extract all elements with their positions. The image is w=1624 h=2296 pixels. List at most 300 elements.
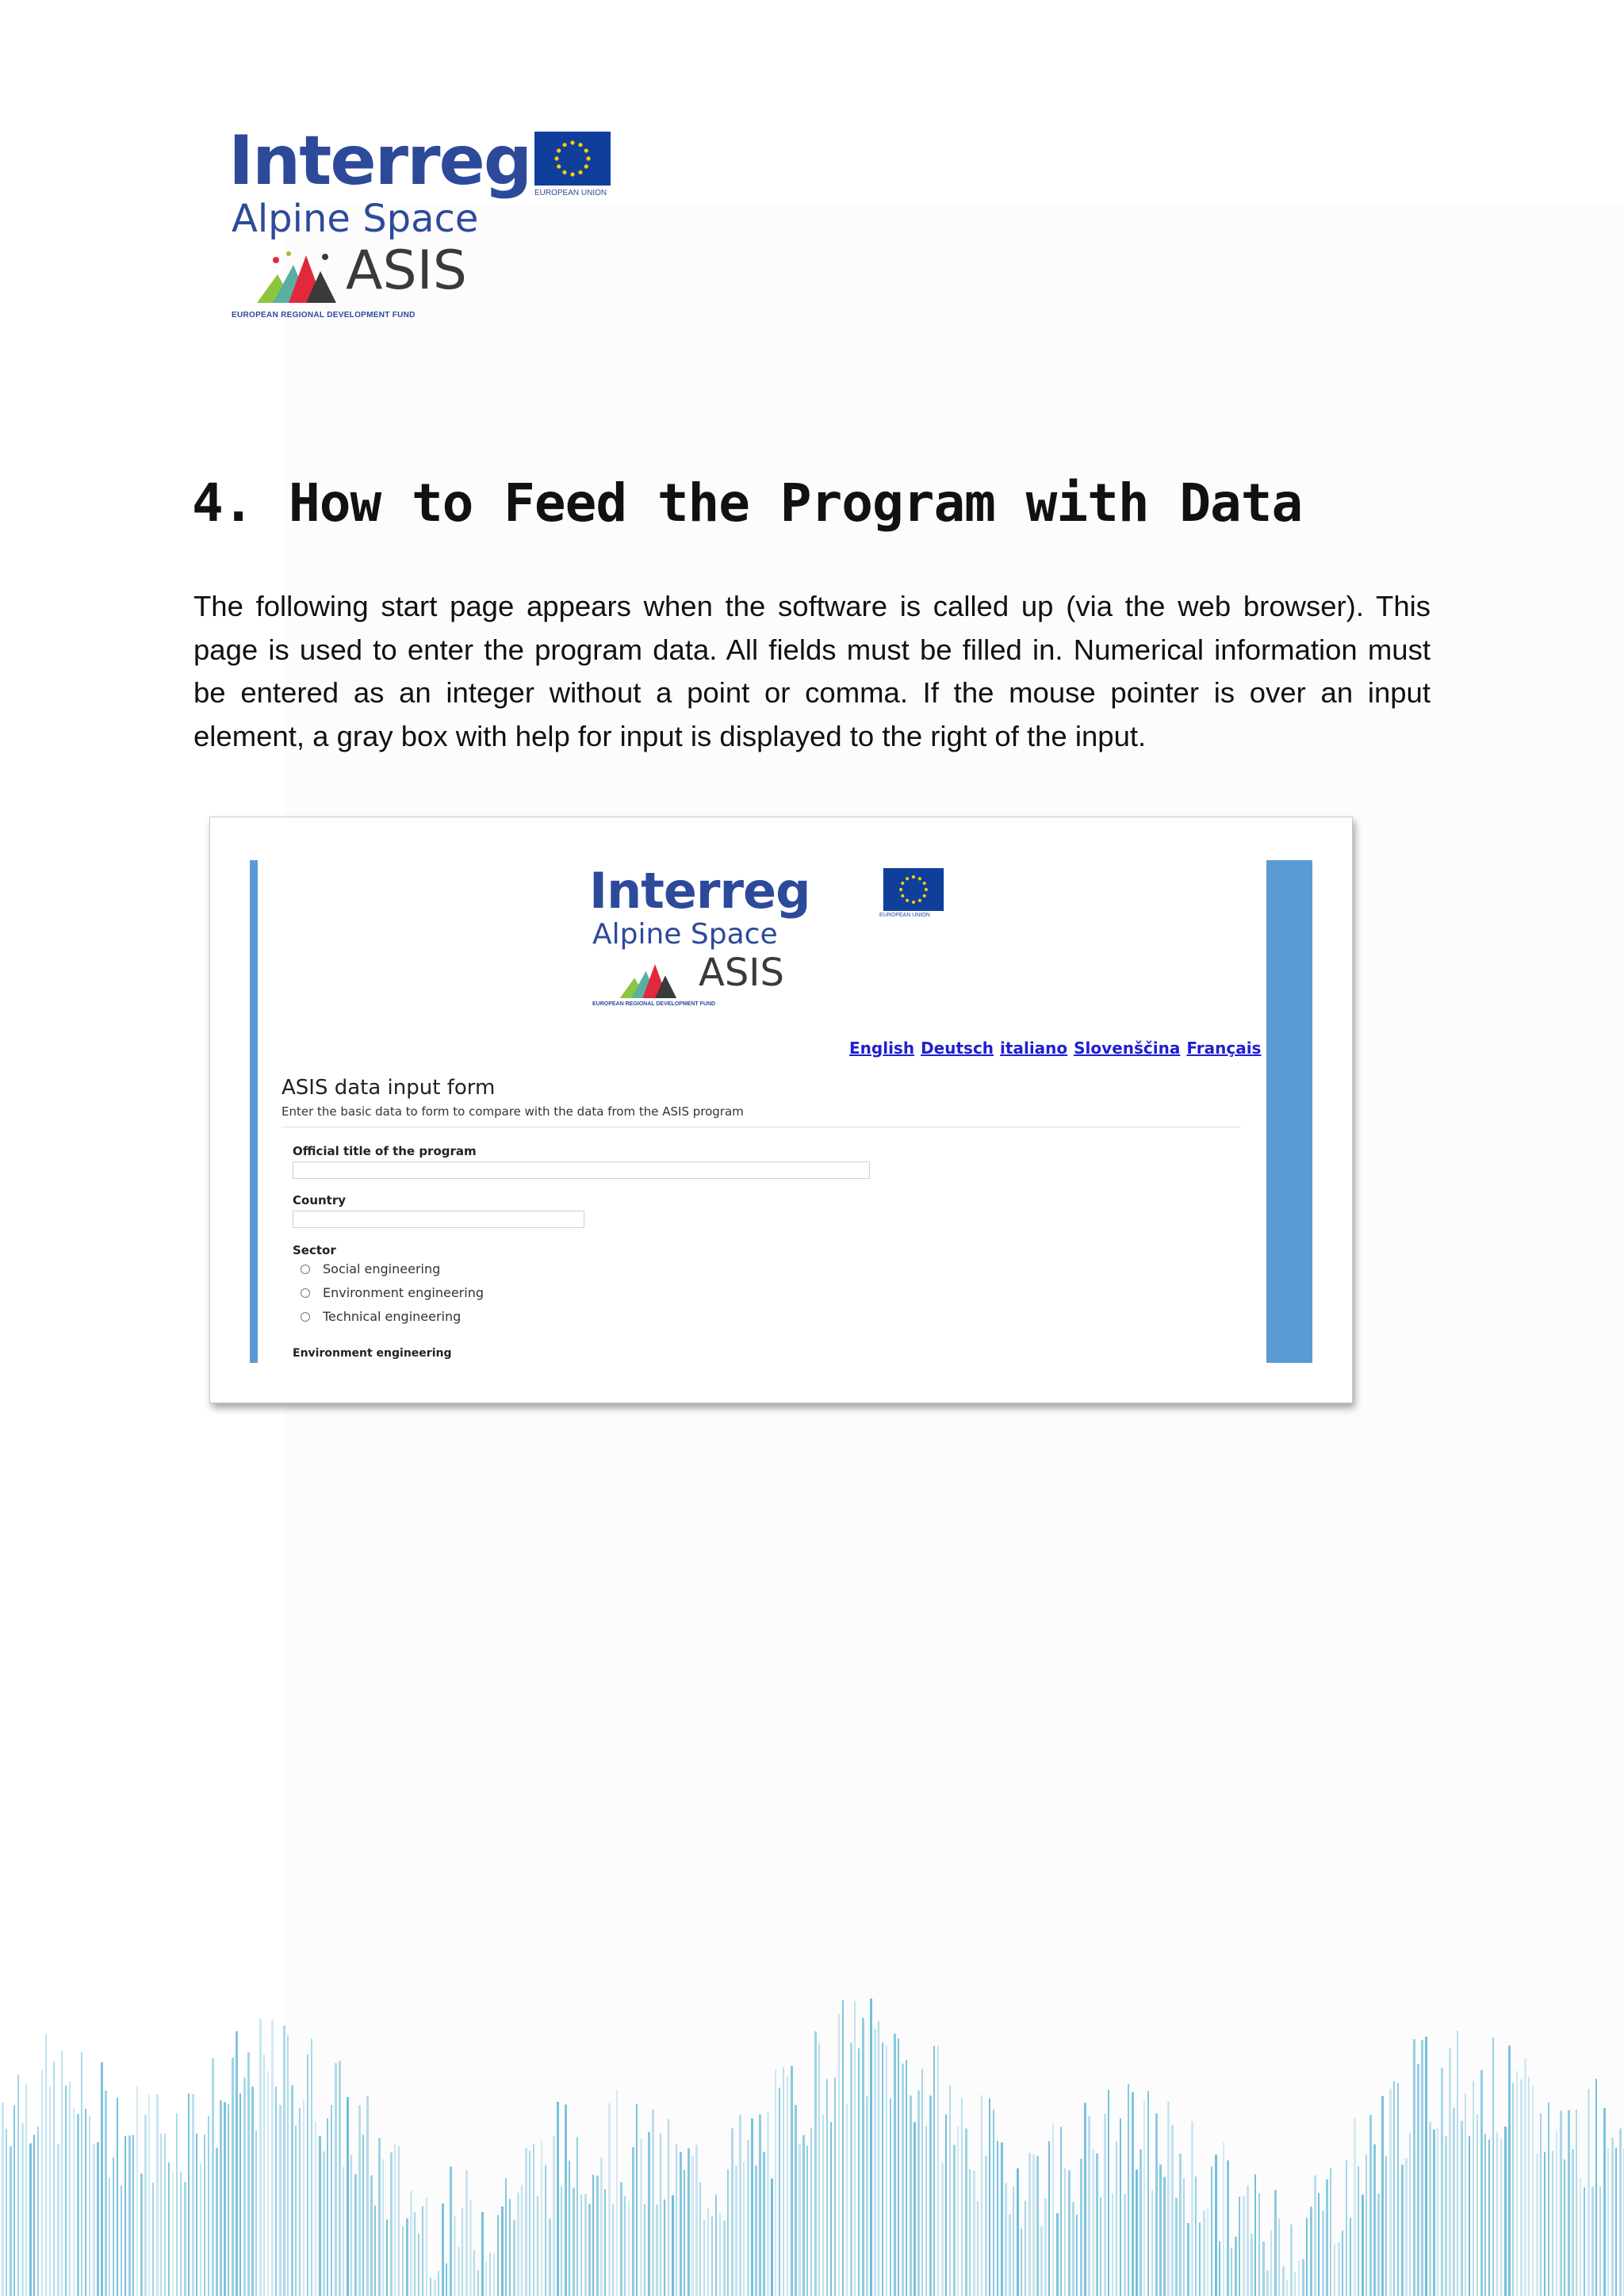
wave-bar: [1032, 2155, 1035, 2296]
wave-bar: [1552, 2151, 1553, 2296]
wave-bar: [1473, 2081, 1474, 2296]
wave-bar: [1429, 2122, 1431, 2296]
wave-bar: [1243, 2196, 1245, 2296]
country-input[interactable]: [293, 1211, 584, 1228]
wave-bar: [1092, 2149, 1094, 2296]
wave-bar: [1560, 2110, 1562, 2296]
wave-bar: [830, 2122, 832, 2296]
wave-bar: [477, 2270, 479, 2296]
wave-bar: [1500, 2139, 1502, 2296]
wave-bar: [699, 2183, 701, 2296]
wave-bar: [802, 2135, 805, 2296]
wave-bar: [795, 2105, 797, 2296]
lang-link-english[interactable]: English: [849, 1039, 915, 1058]
wave-bar: [327, 2118, 328, 2296]
sector-option-environment[interactable]: [301, 1285, 484, 1300]
lang-link-slovenscina[interactable]: Slovenščina: [1074, 1039, 1181, 1058]
wave-bar: [584, 2194, 587, 2296]
screenshot-logo-project: ASIS: [699, 951, 784, 995]
wave-bar: [656, 2205, 658, 2296]
wave-bar: [1270, 2230, 1272, 2296]
wave-bar: [121, 2186, 122, 2296]
wave-bar: [192, 2094, 194, 2296]
wave-bar: [910, 2095, 912, 2296]
wave-bar: [1290, 2225, 1293, 2296]
wave-bar: [1258, 2193, 1260, 2296]
wave-bar: [1056, 2214, 1059, 2296]
wave-bar: [97, 2142, 99, 2296]
lang-link-deutsch[interactable]: Deutsch: [921, 1039, 994, 1058]
wave-bar: [1262, 2241, 1265, 2296]
wave-bar: [124, 2136, 126, 2296]
wave-bar: [410, 2191, 412, 2296]
wave-bar: [414, 2212, 416, 2296]
wave-bar: [1084, 2103, 1086, 2296]
wave-bar: [1477, 2114, 1478, 2296]
wave-bar: [1338, 2242, 1340, 2296]
country-label: Country: [293, 1193, 347, 1207]
wave-bar: [517, 2193, 519, 2296]
wave-bar: [680, 2152, 682, 2296]
wave-bar: [128, 2135, 131, 2296]
lang-link-italiano[interactable]: italiano: [1000, 1039, 1068, 1058]
wave-bar: [156, 2094, 159, 2296]
wave-bar: [1496, 2132, 1498, 2296]
wave-bar: [1048, 2141, 1050, 2296]
wave-bar: [1088, 2116, 1090, 2296]
wave-bar: [878, 2021, 879, 2296]
wave-bar: [1223, 2142, 1224, 2296]
wave-bar: [541, 2141, 542, 2296]
wave-bar: [1195, 2176, 1197, 2296]
wave-bar: [1013, 2187, 1014, 2296]
wave-bar: [810, 2128, 812, 2296]
wave-bar: [402, 2226, 404, 2296]
wave-bar: [1548, 2103, 1549, 2296]
wave-bar: [1247, 2186, 1249, 2296]
wave-bar: [1120, 2118, 1121, 2296]
wave-bar: [1072, 2202, 1074, 2296]
wave-bar: [973, 2171, 975, 2296]
wave-bar: [695, 2145, 698, 2296]
wave-bar: [1116, 2141, 1117, 2296]
wave-bar: [216, 2148, 218, 2296]
wave-bar: [898, 2038, 899, 2296]
wave-bar: [1492, 2038, 1494, 2296]
wave-bar: [1155, 2114, 1158, 2296]
wave-bar: [275, 2087, 277, 2296]
wave-bar: [2, 2103, 4, 2296]
wave-bar: [1163, 2177, 1166, 2296]
wave-bar: [315, 2122, 316, 2296]
wave-bar: [1318, 2193, 1320, 2296]
wave-bar: [1603, 2108, 1606, 2296]
radio-button[interactable]: [301, 1265, 310, 1274]
wave-bar: [45, 2034, 47, 2296]
wave-bar: [255, 2131, 257, 2296]
wave-bar: [1322, 2210, 1324, 2296]
wave-bar: [862, 2018, 864, 2296]
language-links: [849, 1039, 1267, 1058]
wave-bar: [366, 2096, 369, 2296]
wave-bar: [1540, 2114, 1542, 2296]
wave-bar: [398, 2146, 400, 2296]
wave-bar: [1028, 2153, 1031, 2296]
wave-bar: [117, 2098, 118, 2296]
wave-bar: [660, 2133, 661, 2296]
wave-bar: [29, 2143, 32, 2296]
wave-bar: [1373, 2145, 1376, 2296]
wave-bar: [1508, 2045, 1511, 2296]
wave-bar: [493, 2253, 495, 2296]
wave-bar: [1124, 2194, 1126, 2296]
wave-bar: [557, 2102, 559, 2296]
screenshot-asis-mountain-icon: [613, 959, 689, 998]
wave-bar: [1362, 2195, 1364, 2296]
wave-bar: [545, 2165, 546, 2296]
wave-bar: [168, 2162, 170, 2296]
wave-bar: [1520, 2080, 1522, 2296]
wave-bar: [1302, 2260, 1304, 2296]
wave-bar: [937, 2045, 939, 2296]
wave-bar: [624, 2196, 626, 2296]
wave-bar: [1576, 2110, 1577, 2296]
wave-bar: [569, 2160, 570, 2296]
wave-bar: [1310, 2206, 1312, 2296]
wave-bar: [1480, 2070, 1483, 2296]
official-title-input[interactable]: [293, 1161, 870, 1179]
wave-bar: [1346, 2160, 1347, 2296]
wave-bar: [1564, 2160, 1565, 2296]
wave-bar: [1425, 2037, 1427, 2296]
wave-bar: [1108, 2090, 1109, 2296]
wave-bar: [537, 2196, 538, 2296]
wave-bar: [394, 2145, 396, 2296]
wave-bar: [81, 2053, 82, 2296]
wave-bar: [945, 2114, 947, 2296]
wave-bar: [386, 2219, 388, 2296]
wave-bar: [628, 2201, 630, 2296]
wave-bar: [636, 2103, 638, 2296]
wave-bar: [232, 2057, 234, 2296]
wave-bar: [105, 2091, 107, 2296]
wave-bar: [89, 2116, 90, 2296]
wave-bar: [1611, 2137, 1614, 2296]
wave-bar: [1009, 2214, 1011, 2296]
wave-bar: [148, 2095, 150, 2296]
wave-bar: [1159, 2164, 1162, 2296]
logo-project: ASIS: [346, 239, 467, 302]
wave-bar: [799, 2145, 801, 2296]
wave-bar: [247, 2053, 250, 2296]
wave-bar: [719, 2213, 721, 2296]
wave-bar: [1219, 2241, 1220, 2296]
wave-bar: [430, 2278, 431, 2296]
wave-bar: [473, 2250, 475, 2296]
wave-bar: [251, 2087, 254, 2296]
wave-bar: [743, 2162, 745, 2296]
wave-bar: [914, 2122, 916, 2296]
wave-bar: [287, 2035, 289, 2296]
wave-bar: [672, 2195, 674, 2296]
radio-button[interactable]: [301, 1312, 310, 1322]
wave-bar: [1528, 2076, 1530, 2296]
wave-bar: [989, 2099, 990, 2296]
wave-bar: [228, 2104, 229, 2296]
wave-bar: [33, 2135, 35, 2296]
wave-bar: [1136, 2170, 1138, 2296]
wave-bar: [596, 2175, 599, 2296]
wave-bar: [957, 2126, 959, 2296]
wave-bar: [164, 2133, 166, 2296]
wave-bar: [1052, 2123, 1054, 2296]
wave-bar: [906, 2060, 907, 2296]
wave-bar: [1021, 2229, 1022, 2296]
wave-bar: [113, 2157, 114, 2296]
wave-bar: [335, 2063, 337, 2296]
wave-bar: [25, 2084, 27, 2296]
wave-bar: [1580, 2178, 1581, 2296]
sector-option-label: Technical engineering: [323, 1309, 462, 1324]
wave-bar: [565, 2104, 567, 2296]
wave-bar: [1231, 2248, 1232, 2296]
wave-bar: [941, 2163, 944, 2296]
wave-bar: [1064, 2168, 1066, 2296]
wave-bar: [1215, 2155, 1217, 2296]
wave-bar: [668, 2118, 669, 2296]
wave-bar: [1417, 2064, 1419, 2296]
wave-bar: [981, 2095, 982, 2296]
wave-bar: [727, 2169, 729, 2296]
body-paragraph: The following start page appears when the software is called up (via the web browser). This page is used to enter the program data. All fields must be filled in. Numerical information must be entered as an integer without a point or comma. If the mouse pointer is over an input element, a gray box with help for input is displayed to the right of the input.: [193, 590, 1431, 752]
wave-bar: [450, 2167, 452, 2296]
wave-bar: [53, 2061, 55, 2296]
wave-bar: [1381, 2096, 1384, 2296]
wave-bar: [267, 2071, 269, 2296]
wave-bar: [1516, 2071, 1518, 2296]
wave-bar: [747, 2140, 749, 2296]
wave-bar: [592, 2175, 594, 2296]
wave-bar: [735, 2166, 737, 2296]
wave-bar: [358, 2105, 361, 2296]
wave-bar: [13, 2105, 15, 2296]
wave-bar: [1203, 2210, 1205, 2296]
wave-bar: [172, 2172, 174, 2296]
wave-bar: [993, 2110, 994, 2296]
wave-bar: [17, 2075, 19, 2296]
sector-option-label: Social engineering: [323, 1261, 441, 1276]
wave-bar: [454, 2217, 456, 2296]
wave-bar: [21, 2123, 24, 2296]
wave-bar: [434, 2279, 436, 2296]
wave-bar: [787, 2076, 788, 2296]
wave-bar: [739, 2114, 741, 2296]
wave-bar: [101, 2062, 103, 2296]
wave-bar: [648, 2132, 650, 2296]
wave-bar: [1584, 2187, 1585, 2296]
wave-bar: [1239, 2197, 1240, 2296]
wave-bar: [370, 2175, 373, 2296]
sector-label: Sector: [293, 1243, 336, 1257]
wave-bar: [458, 2247, 460, 2296]
wave-bar: [929, 2095, 932, 2296]
wave-bar: [553, 2135, 555, 2296]
wave-bar: [259, 2019, 262, 2296]
wave-bar: [1207, 2208, 1208, 2296]
wave-bar: [894, 2034, 896, 2296]
wave-bar: [814, 2031, 817, 2296]
wave-bar: [890, 2099, 891, 2296]
wave-bar: [1350, 2218, 1351, 2296]
wave-bar: [180, 2172, 182, 2296]
wave-bar: [921, 2068, 923, 2296]
wave-bar: [271, 2019, 274, 2296]
wave-bar: [422, 2206, 423, 2296]
wave-bar: [1334, 2244, 1335, 2296]
wave-bar: [350, 2155, 352, 2296]
wave-bar: [513, 2221, 515, 2296]
wave-bar: [1413, 2039, 1415, 2296]
wave-bar: [442, 2203, 444, 2296]
wave-bar: [1365, 2155, 1367, 2296]
wave-bar: [462, 2209, 463, 2296]
wave-bar: [1080, 2159, 1082, 2296]
radio-button[interactable]: [301, 1288, 310, 1298]
wave-bar: [1112, 2194, 1113, 2296]
wave-bar: [311, 2038, 312, 2296]
wave-bar: [465, 2170, 468, 2296]
wave-bar: [1445, 2136, 1447, 2296]
wave-bar: [917, 2091, 920, 2296]
wave-bar: [1385, 2156, 1387, 2296]
section-number: 4.: [192, 473, 254, 534]
wave-bar: [1401, 2164, 1404, 2296]
lang-link-francais[interactable]: Français: [1186, 1039, 1262, 1058]
wave-bar: [850, 2042, 852, 2296]
wave-bar: [1282, 2267, 1285, 2296]
logo-wordmark: Interreg: [228, 121, 531, 201]
wave-bar: [1143, 2100, 1145, 2296]
wave-bar: [406, 2218, 408, 2296]
wave-bar: [1588, 2089, 1590, 2296]
wave-bar: [616, 2090, 618, 2296]
wave-bar: [783, 2067, 784, 2296]
wave-bar: [1286, 2280, 1288, 2296]
wave-bar: [481, 2212, 484, 2296]
wave-bar: [446, 2263, 447, 2296]
wave-bar: [283, 2026, 285, 2296]
wave-bar: [1306, 2218, 1308, 2296]
wave-bar: [1326, 2179, 1328, 2296]
official-title-label: Official title of the program: [293, 1144, 477, 1158]
wave-bar: [521, 2185, 523, 2296]
wave-bar: [1377, 2194, 1380, 2296]
wave-bar: [818, 2043, 820, 2296]
wave-bar: [977, 2202, 979, 2296]
wave-bar: [1096, 2153, 1098, 2296]
wave-bar: [1449, 2048, 1451, 2296]
wave-bar: [77, 2114, 79, 2296]
wave-bar: [1457, 2030, 1458, 2296]
wave-bar: [826, 2079, 828, 2296]
decorative-waveform: [0, 1974, 1624, 2296]
wave-bar: [319, 2136, 321, 2296]
form-title: ASIS data input form: [282, 1076, 496, 1100]
wave-bar: [323, 2152, 325, 2296]
wave-bar: [731, 2129, 733, 2296]
wave-bar: [10, 2146, 12, 2296]
wave-bar: [212, 2058, 214, 2296]
wave-bar: [933, 2045, 935, 2296]
wave-bar: [632, 2147, 634, 2296]
wave-bar: [1147, 2091, 1149, 2296]
wave-bar: [723, 2221, 726, 2296]
wave-bar: [763, 2152, 765, 2296]
wave-bar: [965, 2129, 967, 2296]
sector-option-social[interactable]: [301, 1261, 440, 1276]
wave-bar: [200, 2164, 201, 2296]
eu-flag-icon: [534, 132, 611, 186]
wave-bar: [188, 2094, 190, 2296]
wave-bar: [109, 2178, 110, 2296]
wave-bar: [1465, 2094, 1466, 2296]
screenshot-logo: [589, 862, 954, 1033]
wave-bar: [751, 2118, 753, 2296]
wave-bar: [136, 2086, 138, 2296]
wave-bar: [549, 2218, 551, 2296]
wave-bar: [640, 2139, 642, 2296]
wave-bar: [239, 2093, 241, 2296]
screenshot-logo-programme: Alpine Space: [592, 918, 778, 951]
wave-bar: [1274, 2190, 1277, 2296]
wave-bar: [1342, 2231, 1343, 2296]
wave-bar: [676, 2144, 677, 2296]
wave-bar: [236, 2031, 238, 2296]
screenshot-logo-fund: EUROPEAN REGIONAL DEVELOPMENT FUND: [592, 1001, 716, 1007]
wave-bar: [925, 2126, 927, 2296]
wave-bar: [343, 2167, 344, 2296]
wave-bar: [529, 2151, 530, 2296]
sector-option-label: Environment engineering: [323, 1285, 484, 1300]
wave-bar: [997, 2141, 998, 2296]
wave-bar: [1354, 2118, 1356, 2296]
wave-bar: [339, 2061, 341, 2296]
wave-bar: [1227, 2160, 1229, 2296]
sector-option-technical[interactable]: [301, 1309, 461, 1324]
wave-bar: [132, 2135, 134, 2296]
wave-bar: [886, 2045, 887, 2296]
wave-bar: [485, 2262, 487, 2296]
wave-bar: [1060, 2127, 1062, 2296]
wave-bar: [707, 2208, 709, 2296]
wave-bar: [144, 2114, 147, 2296]
wave-bar: [1171, 2125, 1174, 2296]
wave-bar: [1017, 2168, 1019, 2296]
wave-bar: [73, 2107, 75, 2296]
wave-bar: [949, 2085, 951, 2296]
wave-bar: [842, 2000, 844, 2296]
wave-bar: [691, 2156, 694, 2296]
wave-bar: [1544, 2152, 1545, 2296]
wave-bar: [1036, 2156, 1039, 2296]
section-heading: [192, 473, 1302, 534]
wave-bar: [600, 2157, 603, 2296]
wave-bar: [1183, 2178, 1185, 2296]
wave-bar: [588, 2204, 591, 2296]
wave-bar: [1076, 2214, 1078, 2296]
wave-bar: [1512, 2083, 1514, 2296]
wave-bar: [1532, 2086, 1534, 2296]
